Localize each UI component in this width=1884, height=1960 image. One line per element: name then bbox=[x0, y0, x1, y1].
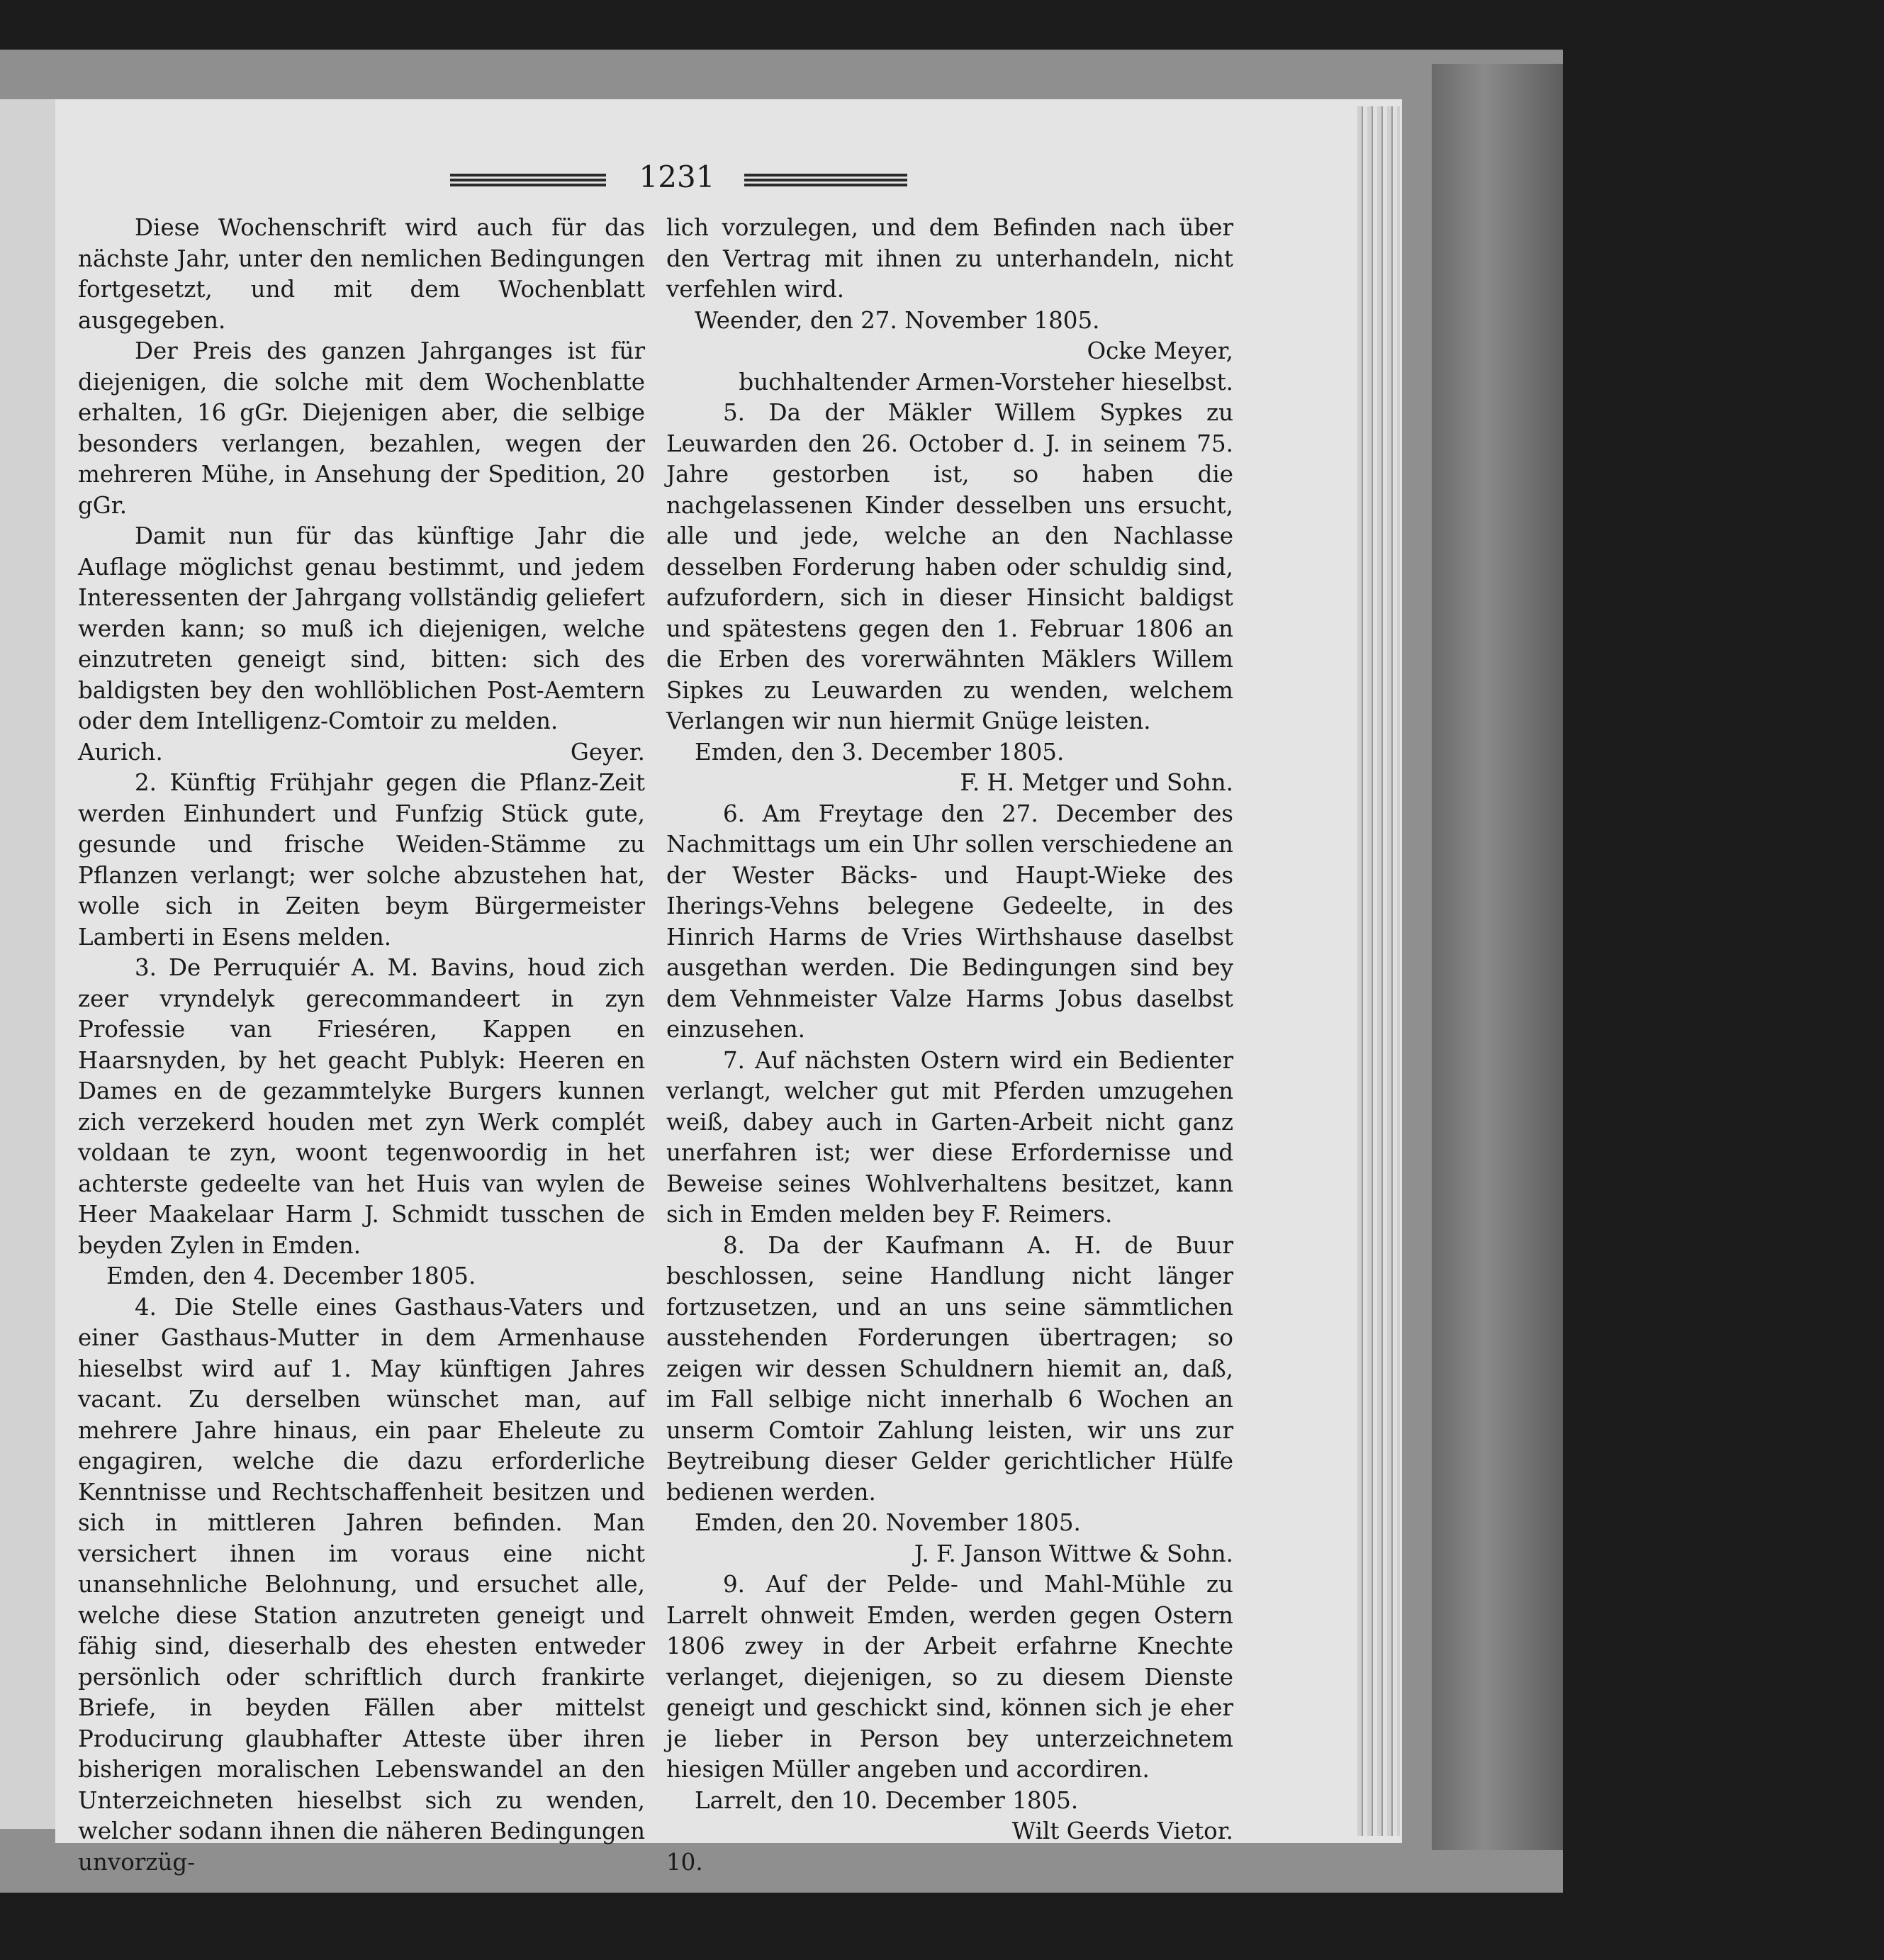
text-paragraph: Damit nun für das künftige Jahr die Auflage möglichst genau bestimmt, und jedem Interessenten der Jahrgang vollständig geliefert werden kann; so muß ich diejenigen, welche einzutreten geneigt sind, bitten: sich des baldigsten bey den wohllöblichen Post-Aemtern oder dem Intelligenz-Comtoir zu melden. bbox=[78, 522, 645, 734]
left-column bbox=[78, 213, 645, 1878]
text-paragraph: Ocke Meyer, bbox=[1087, 337, 1233, 364]
text-paragraph: F. H. Metger und Sohn. bbox=[960, 769, 1233, 796]
text-paragraph: buchhaltender Armen-Vorsteher hieselbst. bbox=[739, 368, 1233, 396]
page-number: 1231 bbox=[639, 159, 715, 194]
text-paragraph: 7. Auf nächsten Ostern wird ein Bedienter verlangt, welcher gut mit Pferden umzugehen weiß, dabey auch in Garten-Arbeit nicht ganz unerfahren ist; wer diese Erfordernisse und Beweise seines Wohlverhaltens besitzet, kann sich in Emden melden bey F. Reimers. bbox=[666, 1046, 1233, 1228]
place-signature-line bbox=[78, 737, 645, 768]
text-paragraph: Emden, den 3. December 1805. bbox=[695, 738, 1065, 766]
text-paragraph: Larrelt, den 10. December 1805. bbox=[695, 1786, 1079, 1814]
catchword: 10. bbox=[666, 1848, 703, 1876]
page-header bbox=[447, 159, 907, 202]
text-paragraph: Wilt Geerds Vietor. bbox=[1011, 1818, 1233, 1844]
text-paragraph: 8. Da der Kaufmann A. H. de Buur beschlossen, seine Handlung nicht länger fortzusetzen, und an uns seine sämmtlichen ausstehenden Forderungen übertragen; so zeigen wir dessen Schuldnern hiemit an, daß, im Fall selbige nicht innerhalb 6 Wochen an unserm Comtoir Zahlung leisten, wir uns zur Beytreibung dieser Gelder gerichtlicher Hülfe bedienen werden. bbox=[666, 1231, 1233, 1506]
header-rule-right bbox=[744, 174, 907, 186]
text-paragraph: lich vorzulegen, und dem Befinden nach über den Vertrag mit ihnen zu unterhandeln, nicht verfehlen wird. bbox=[666, 214, 1233, 303]
text-paragraph: Weender, den 27. November 1805. bbox=[695, 306, 1100, 334]
facing-page-edge bbox=[0, 99, 59, 1829]
text-paragraph: 2. Künftig Frühjahr gegen die Pflanz-Zeit werden Einhundert und Funfzig Stück gute, gesunde und frische Weiden-Stämme zu Pflanzen verlangt; wer solche abzustehen hat, wolle sich in Zeiten beym Bürgermeister Lamberti in Esens melden. bbox=[78, 769, 645, 951]
text-paragraph: Emden, den 20. November 1805. bbox=[695, 1509, 1081, 1536]
right-column bbox=[666, 213, 1233, 1878]
text-paragraph: 6. Am Freytage den 27. December des Nachmittags um ein Uhr sollen verschiedene an der Wester Bäcks- und Haupt-Wieke des Iherings-Vehns belegene Gedeelte, in des Hinrich Harms de Vries Wirthshause daselbst ausgethan werden. Die Bedingungen sind bey dem Vehnmeister Valze Harms Jobus daselbst einzusehen. bbox=[666, 800, 1233, 1043]
signature-name: Geyer. bbox=[570, 738, 645, 766]
text-paragraph: Der Preis des ganzen Jahrganges ist für diejenigen, die solche mit dem Wochenblatte erhalten, 16 gGr. Diejenigen aber, die selbige besonders verlangen, bezahlen, wegen der mehreren Mühe, in Ansehung der Spedition, 20 gGr. bbox=[78, 337, 645, 519]
text-paragraph: 9. Auf der Pelde- und Mahl-Mühle zu Larrelt ohnweit Emden, werden gegen Ostern 1806 zwey in der Arbeit erfahrne Knechte verlanget, diejenigen, so zu diesem Dienste geneigt und geschickt sind, können sich je eher je lieber in Person bey unterzeichnetem hiesigen Müller angeben und accordiren. bbox=[666, 1571, 1233, 1783]
text-paragraph: Diese Wochenschrift wird auch für das nächste Jahr, unter den nemlichen Bedingungen fortgesetzt, und mit dem Wochenblatt ausgegeben. bbox=[78, 214, 645, 334]
text-paragraph: J. F. Janson Wittwe & Sohn. bbox=[914, 1540, 1233, 1567]
text-paragraph: 4. Die Stelle eines Gasthaus-Vaters und einer Gasthaus-Mutter in dem Armenhause hieselbst wird auf 1. May künftigen Jahres vacant. Zu derselben wünschet man, auf mehrere Jahre hinaus, ein paar Eheleute zu engagiren, welche die dazu erforderliche Kenntnisse und Rechtschaffenheit besitzen und sich in mittleren Jahren befinden. Man versichert ihnen im voraus eine nicht unansehnliche Belohnung, und ersuchet alle, welche diese Station anzutreten geneigt und fähig sind, dieserhalb des ehesten entweder persönlich oder schriftlich durch frankirte Briefe, in beyden Fällen aber mittelst Producirung glaubhafter Atteste über ihren bisherigen moralischen Lebenswandel an den Unterzeichneten hieselbst sich zu wenden, welcher sodann ihnen die näheren Bedingungen unvorzüg- bbox=[78, 1293, 645, 1876]
book-board-edge bbox=[1432, 64, 1563, 1850]
text-paragraph: 3. De Perruquiér A. M. Bavins, houd zich zeer vryndelyk gerecommandeert in zyn Professie van Frieséren, Kappen en Haarsnyden, by het geacht Publyk: Heeren en Dames en de gezammtelyke Burgers kunnen zich verzekerd houden met zyn Werk complét voldaan te zyn, woont tegenwoordig in het achterste gedeelte van het Huis van wylen de Heer Maakelaar Harm J. Schmidt tusschen de beyden Zylen in Emden. bbox=[78, 954, 645, 1259]
place-name: Aurich. bbox=[78, 738, 163, 766]
page-stack-edge bbox=[1357, 106, 1400, 1836]
text-paragraph: 5. Da der Mäkler Willem Sypkes zu Leuwarden den 26. October d. J. in seinem 75. Jahre gestorben ist, so haben die nachgelassenen Kinder desselben uns ersucht, alle und jede, welche an den Nachlasse desselben Forderung haben oder schuldig sind, aufzufordern, sich in dieser Hinsicht baldigst und spätestens gegen den 1. Februar 1806 an die Erben des vorerwähnten Mäklers Willem Sipkes zu Leuwarden zu wenden, welchem Verlangen wir nun hiermit Gnüge leisten. bbox=[666, 399, 1233, 734]
text-paragraph: Emden, den 4. December 1805. bbox=[106, 1262, 476, 1289]
header-rule-left bbox=[450, 174, 606, 186]
